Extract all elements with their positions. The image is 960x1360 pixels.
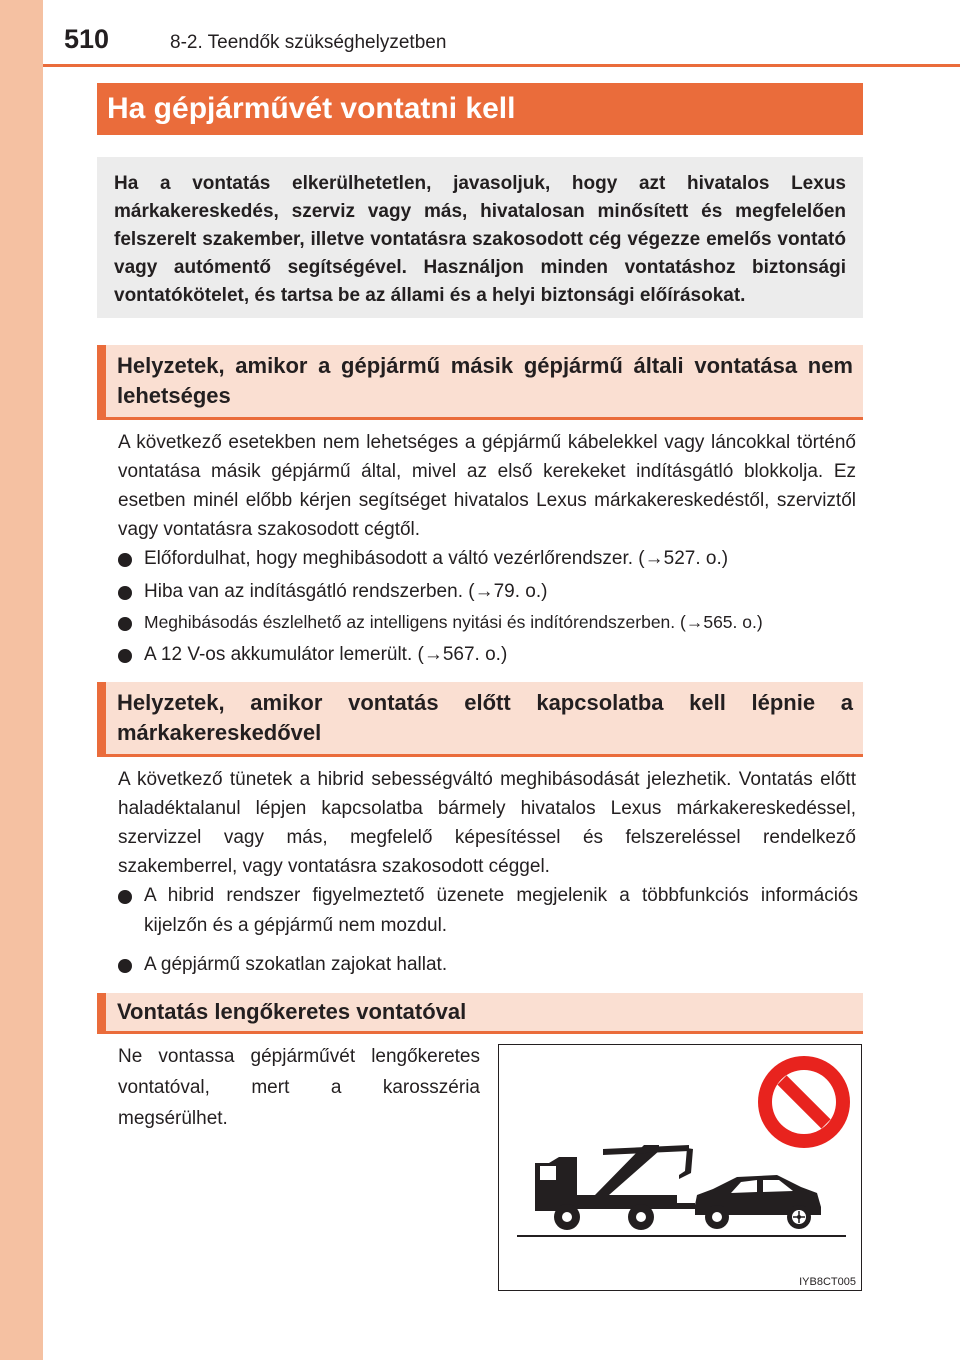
bullet-icon (118, 553, 132, 567)
intro-box: Ha a vontatás elkerülhetetlen, javasoljuk, hogy azt hivatalos Lexus márkakereskedés, szerviz vagy más, hivatalosan minősített és megfelelően felszerelt szakember, illetve vontatásra szakosodott cég végezze emelős vontató vagy autómentő segítségével. Használjon minden vontatáshoz biztonsági vontatókötelet, és tartsa be az állami és a helyi biztonsági előírásokat. (97, 157, 863, 318)
section-text-1: A következő esetekben nem lehetséges a gépjármű kábelekkel vagy láncokkal történő vontatása másik gépjármű által, mivel az első kerekeket indításgátló blokkolja. Ez esetben minél előbb kérjen segítséget hivatalos Lexus márkakereskedéstől, szerviztől vagy vontatásra szakosodott cégtől. (118, 432, 856, 540)
bullet-list-2 (118, 881, 858, 980)
list-item: Hiba van az indításgátló rendszerben. (→79. o.) (118, 577, 858, 608)
section-title: 8-2. Teendők szükséghelyzetben (170, 32, 447, 53)
side-tab (0, 0, 43, 1360)
header-rule (43, 64, 960, 67)
bullet-icon (118, 890, 132, 904)
list-item: A hibrid rendszer figyelmeztető üzenete megjelenik a többfunkciós információs kijelzőn és a gépjármű nem mozdul. (118, 881, 858, 941)
list-item: Előfordulhat, hogy meghibásodott a váltó vezérlőrendszer. (→527. o.) (118, 544, 858, 577)
no-sign-icon (758, 1056, 850, 1148)
section-text-3: Ne vontassa gépjárművét lengőkeretes vontatóval, mert a karosszéria megsérülhet. (118, 1046, 480, 1129)
page-title: Ha gépjárművét vontatni kell (97, 83, 863, 135)
bullet-icon (118, 959, 132, 973)
bullet-icon (118, 649, 132, 663)
bullet-list-1 (118, 544, 858, 671)
bullet-icon (118, 617, 132, 631)
figure-code: IYB8CT005 (799, 1276, 856, 1288)
page-number: 510 (64, 24, 110, 54)
list-item: Meghibásodás észlelhető az intelligens nyitási és indítórendszerben. (→565. o.) (118, 608, 858, 640)
section-heading-2: Helyzetek, amikor vontatás előtt kapcsolatba kell lépnie a márkakereskedővel (97, 682, 863, 757)
wheel-lift-tow-diagram (499, 1045, 860, 1289)
section-heading-3: Vontatás lengőkeretes vontatóval (97, 993, 863, 1034)
section-heading-1: Helyzetek, amikor a gépjármű másik gépjármű általi vontatása nem lehetséges (97, 345, 863, 420)
list-item: A gépjármű szokatlan zajokat hallat. (118, 950, 858, 980)
bullet-icon (118, 586, 132, 600)
tow-truck-illustration (498, 1044, 862, 1291)
towed-car-icon (695, 1175, 821, 1229)
section-text-2: A következő tünetek a hibrid sebességváltó meghibásodását jelezhetik. Vontatás előtt haladéktalanul lépjen kapcsolatba bármely hivatalos Lexus márkakereskedéssel, szervizzel vagy más, megfelelő képesítéssel és felszereléssel rendelkező szakemberrel, vagy vontatásra szakosodott céggel. (118, 769, 856, 877)
tow-truck-icon (535, 1145, 695, 1230)
list-item: A 12 V-os akkumulátor lemerült. (→567. o.) (118, 640, 858, 671)
